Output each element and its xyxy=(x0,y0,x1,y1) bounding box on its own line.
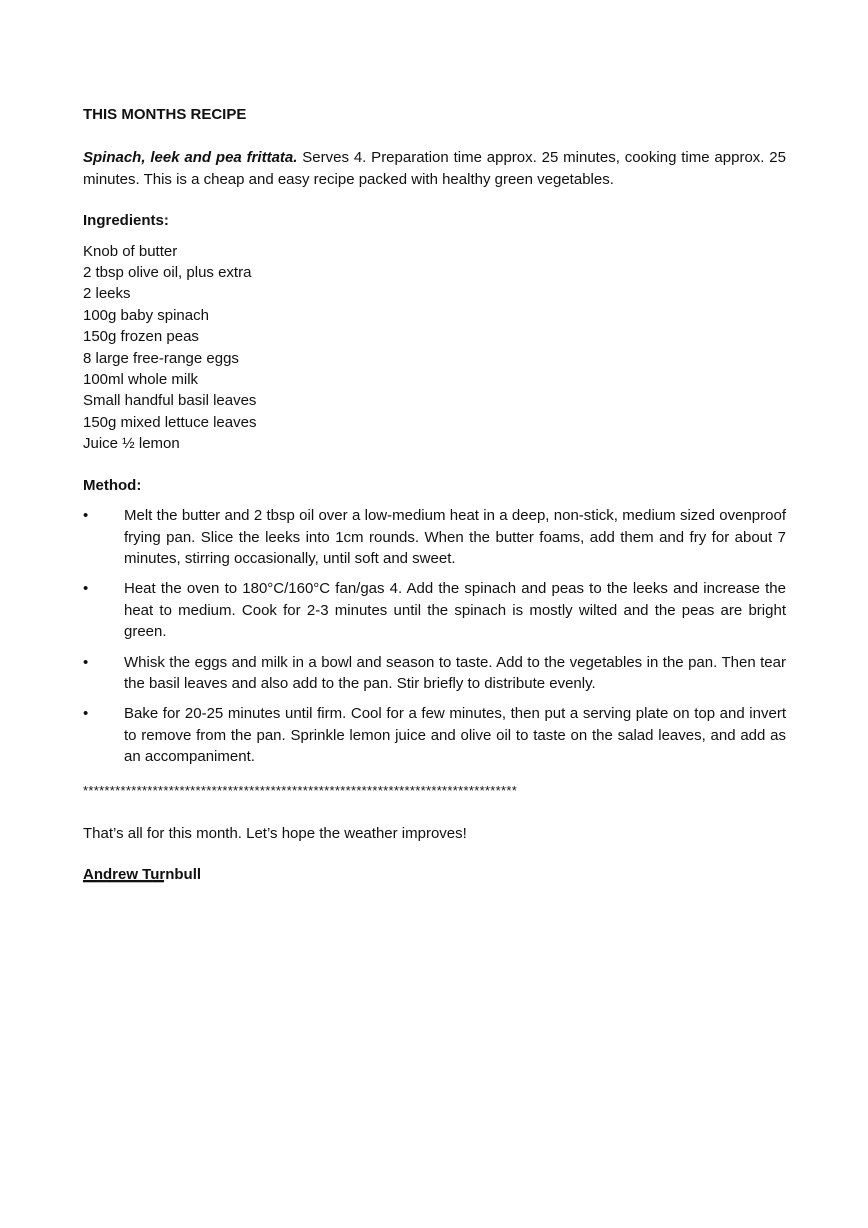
ingredient-item: 100ml whole milk xyxy=(83,371,199,389)
method-step xyxy=(83,578,786,642)
ingredient-item: Juice ½ lemon xyxy=(83,435,180,453)
cutoff-text-line: ▔▔▔▔▔▔▔ xyxy=(83,880,164,898)
ingredient-item: 150g frozen peas xyxy=(83,328,199,346)
ingredient-item: Knob of butter xyxy=(83,242,178,260)
ingredient-item: Small handful basil leaves xyxy=(83,392,257,410)
method-step xyxy=(83,703,786,767)
recipe-intro xyxy=(83,147,786,190)
author-signature: Andrew Turnbull xyxy=(83,866,202,884)
method-step-text: Melt the butter and 2 tbsp oil over a low-medium heat in a deep, non-stick, medium sized ovenproof frying pan. Slice the leeks into 1cm rounds. When the butter foams, add them and fry for about 7 minutes, stirring occasionally, until soft and sweet. xyxy=(124,507,786,567)
ingredient-item: 2 tbsp olive oil, plus extra xyxy=(83,264,252,282)
method-step-text: Bake for 20-25 minutes until firm. Cool for a few minutes, then put a serving plate on top and invert to remove from the pan. Sprinkle lemon juice and olive oil to taste on the salad leaves, and add as an accompaniment. xyxy=(124,705,786,766)
bullet-icon: • xyxy=(83,705,89,723)
ingredients-title: Ingredients: xyxy=(83,212,169,230)
recipe-page xyxy=(83,104,786,900)
dish-name: Spinach, leek and pea frittata. xyxy=(83,149,298,167)
method-title: Method: xyxy=(83,476,142,494)
bullet-icon: • xyxy=(83,653,89,671)
ingredient-item: 100g baby spinach xyxy=(83,306,209,324)
method-step-text: Heat the oven to 180°C/160°C fan/gas 4. Add the spinach and peas to the leeks and increase the heat to medium. Cook for 2-3 minutes until the spinach is mostly wilted and the peas are bright green. xyxy=(124,580,786,641)
asterisk-divider: ********************************************************************************* xyxy=(83,782,518,798)
method-step xyxy=(83,652,786,695)
ingredient-item: 2 leeks xyxy=(83,285,131,303)
bullet-icon: • xyxy=(83,580,89,598)
ingredient-item: 8 large free-range eggs xyxy=(83,349,239,367)
ingredients-list xyxy=(83,241,786,455)
recipe-description: Serves 4. Preparation time approx. 25 minutes, cooking time approx. 25 minutes. This is a cheap and easy recipe packed with healthy green vegetables. xyxy=(83,149,786,188)
method-step xyxy=(83,505,786,569)
section-heading: THIS MONTHS RECIPE xyxy=(83,106,247,123)
method-list xyxy=(83,505,786,767)
method-step-text: Whisk the eggs and milk in a bowl and season to taste. Add to the vegetables in the pan. Then tear the basil leaves and also add to the pan. Stir briefly to distribute evenly. xyxy=(124,653,786,692)
closing-line: That’s all for this month. Let’s hope the weather improves! xyxy=(83,824,467,842)
bullet-icon: • xyxy=(83,507,89,525)
ingredient-item: 150g mixed lettuce leaves xyxy=(83,413,257,431)
